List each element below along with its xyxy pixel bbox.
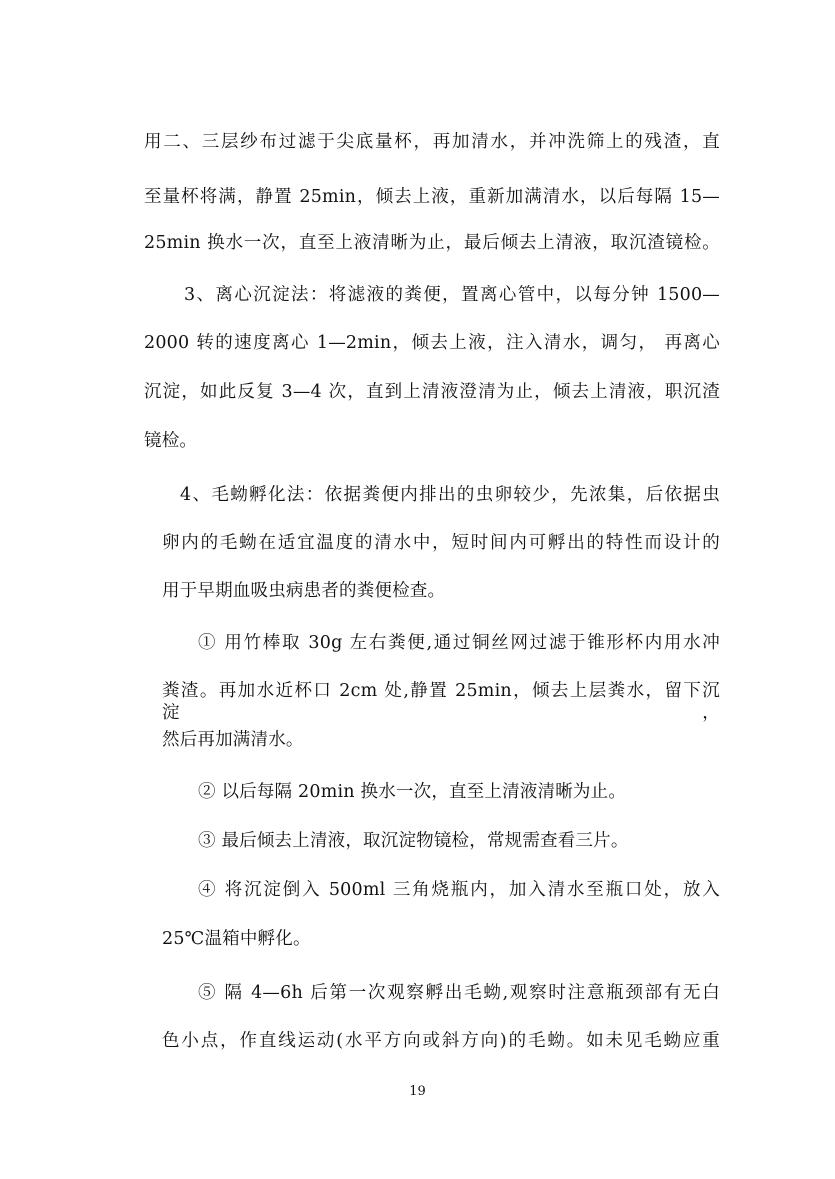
text-line: 25℃温箱中孵化。 bbox=[162, 929, 311, 949]
text-line: 用二、三层纱布过滤于尖底量杯，再加清水，并冲洗筛上的残渣，直 bbox=[144, 132, 720, 152]
text-line: 4、毛蚴孵化法：依据粪便内排出的虫卵较少，先浓集，后依据虫 bbox=[180, 485, 720, 505]
text-line: ② 以后每隔 20min 换水一次，直至上清液清晰为止。 bbox=[198, 782, 627, 802]
text-line: ④ 将沉淀倒入 500ml 三角烧瓶内，加入清水至瓶口处，放入 bbox=[198, 880, 720, 900]
text-line: 2000 转的速度离心 1—2min，倾去上液，注入清水，调匀， 再离心 bbox=[144, 333, 720, 353]
text-line: 然后再加满清水。 bbox=[162, 730, 304, 750]
text-line: 粪渣。再加水近杯口 2cm 处,静置 25min，倾去上层粪水，留下沉淀， bbox=[162, 681, 720, 723]
text-line: 至量杯将满，静置 25min，倾去上液，重新加满清水，以后每隔 15— bbox=[144, 187, 720, 207]
text-line: ⑤ 隔 4—6h 后第一次观察孵出毛蚴,观察时注意瓶颈部有无白 bbox=[198, 983, 720, 1003]
text-line: 卵内的毛蚴在适宜温度的清水中，短时间内可孵出的特性而设计的 bbox=[162, 533, 720, 553]
text-line: 用于早期血吸虫病患者的粪便检查。 bbox=[162, 581, 446, 601]
text-line: 3、离心沉淀法：将滤液的粪便，置离心管中，以每分钟 1500— bbox=[184, 285, 720, 305]
text-line: 色小点，作直线运动(水平方向或斜方向)的毛蚴。如未见毛蚴应重 bbox=[162, 1031, 720, 1051]
text-line: 镜检。 bbox=[144, 431, 198, 451]
text-line: ③ 最后倾去上清液，取沉淀物镜检，常规需查看三片。 bbox=[198, 831, 629, 851]
text-line: 25min 换水一次，直至上液清晰为止，最后倾去上清液，取沉渣镜检。 bbox=[144, 233, 720, 253]
text-line: ① 用竹棒取 30g 左右粪便,通过铜丝网过滤于锥形杯内用水冲 bbox=[198, 633, 720, 653]
text-line: 沉淀，如此反复 3—4 次，直到上清液澄清为止，倾去上清液，职沉渣 bbox=[144, 382, 720, 402]
page-number: 19 bbox=[409, 1084, 426, 1099]
